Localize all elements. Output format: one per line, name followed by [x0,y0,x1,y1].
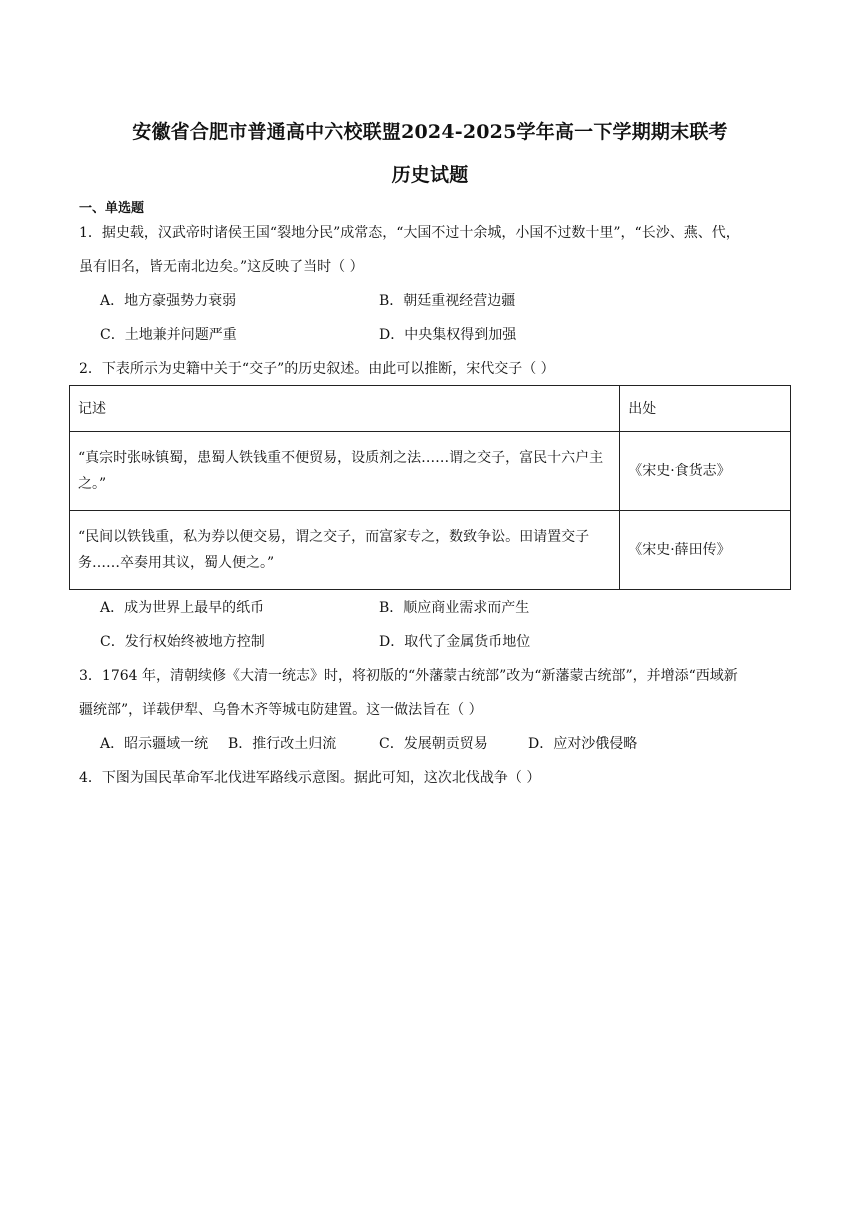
question-1-line-1: 1．据史载，汉武帝时诸侯王国“裂地分民”成常态，“大国不过十余城，小国不过数十里”，“长沙、燕、代， [79,225,740,241]
question-2-option-c: C．发行权始终被地方控制 [100,634,265,650]
question-3-option-b: B．推行改土归流 [228,736,337,752]
question-3-option-d: D．应对沙俄侵略 [528,736,638,752]
question-1-option-a: A．地方豪强势力衰弱 [100,293,237,309]
table-cell-source: 《宋史·食货志》 [620,432,791,511]
question-3-line-1: 3．1764 年，清朝续修《大清一统志》时，将初版的“外藩蒙古统部”改为“新藩蒙古统部”，并增添“西域新 [79,668,738,684]
question-2-option-b: B．顺应商业需求而产生 [379,600,530,616]
table-header-row [70,386,791,432]
document-title: 安徽省合肥市普通高中六校联盟2024-2025学年高一下学期期末联考 [132,121,728,143]
table-cell-record [70,511,620,590]
question-3-option-c: C．发展朝贡贸易 [379,736,488,752]
source-table [69,385,791,590]
question-1-option-d: D．中央集权得到加强 [379,327,517,343]
question-4-stem: 4．下图为国民革命军北伐进军路线示意图。据此可知，这次北伐战争（ ） [79,770,541,786]
question-2-stem: 2．下表所示为史籍中关于“交子”的历史叙述。由此可以推断，宋代交子（ ） [79,361,555,377]
table-cell-record [70,432,620,511]
question-1-line-2: 虽有旧名，皆无南北边矣。”这反映了当时（ ） [79,259,364,275]
table-header-source: 出处 [620,386,791,432]
record-text: “民间以铁钱重，私为券以便交易，谓之交子，而富家专之，数致争讼。田请置交子务……卒奏用其议，蜀人便之。” [78,529,590,571]
table-row [70,511,791,590]
record-text: “真宗时张咏镇蜀，患蜀人铁钱重不便贸易，设质剂之法……谓之交子，富民十六户主之。” [78,450,604,492]
question-3-line-2: 疆统部”，详载伊犁、乌鲁木齐等城屯防建置。这一做法旨在（ ） [79,702,483,718]
table-cell-source: 《宋史·薛田传》 [620,511,791,590]
document-subtitle: 历史试题 [391,164,469,186]
question-1-option-c: C．土地兼并问题严重 [100,327,237,343]
question-3-option-a: A．昭示疆域一统 [100,736,209,752]
question-2-option-a: A．成为世界上最早的纸币 [100,600,265,616]
question-1-option-b: B．朝廷重视经营边疆 [379,293,516,309]
table-header-record: 记述 [70,386,620,432]
question-2-option-d: D．取代了金属货币地位 [379,634,531,650]
section-heading: 一、单选题 [79,201,145,216]
table-row [70,432,791,511]
